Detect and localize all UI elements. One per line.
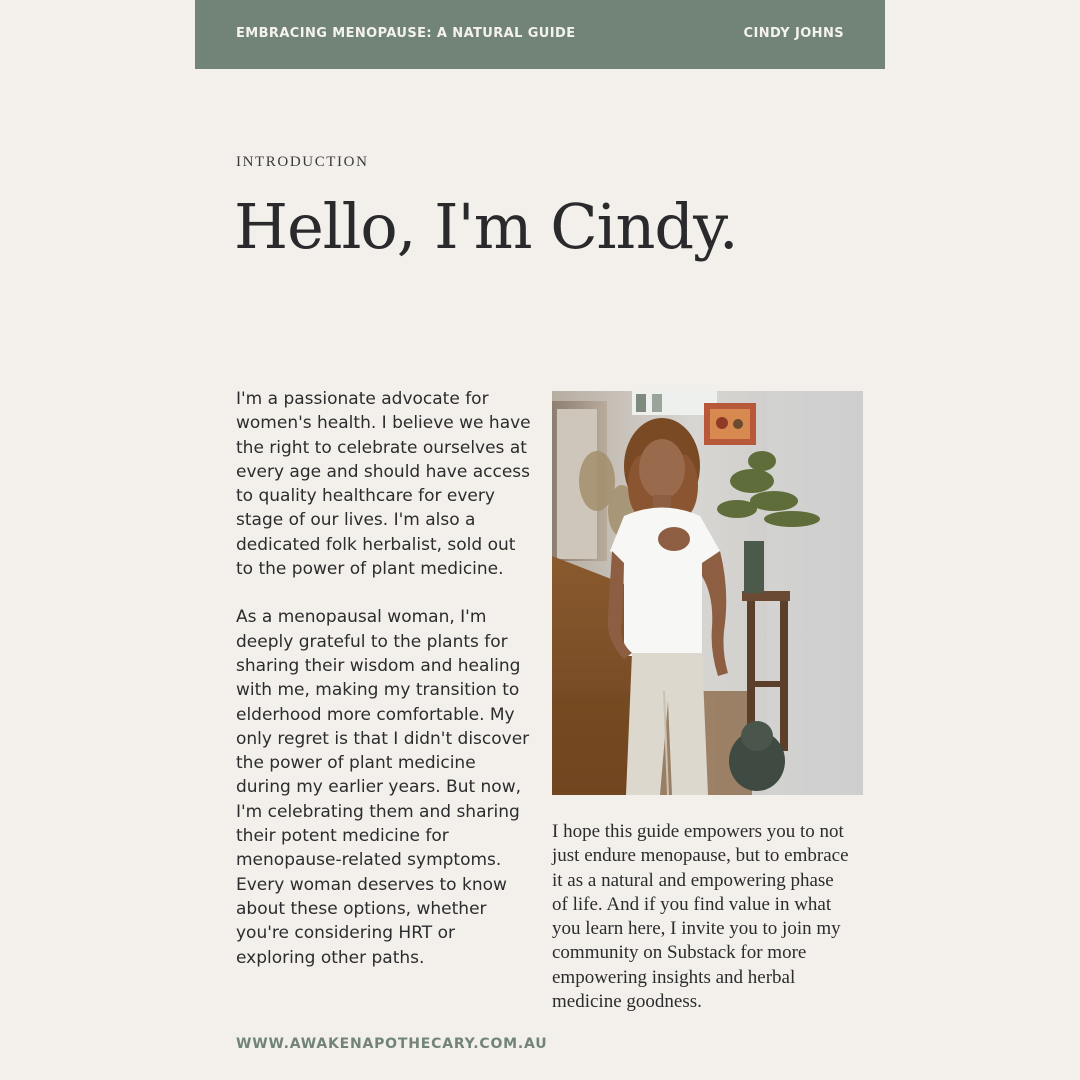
website-link[interactable]: WWW.AWAKENAPOTHECARY.COM.AU bbox=[236, 1036, 548, 1052]
guide-title: EMBRACING MENOPAUSE: A NATURAL GUIDE bbox=[236, 26, 576, 41]
intro-paragraph-1: I'm a passionate advocate for women's health. I believe we have the right to celebrate ourselves at every age and should have access to quality healthcare for every stage of our lives. I'm also a dedicated folk herbalist, sold out to the power of plant medicine. bbox=[236, 389, 531, 580]
author-name: CINDY JOHNS bbox=[743, 26, 844, 41]
portrait-illustration bbox=[552, 391, 863, 795]
page-title: Hello, I'm Cindy. bbox=[234, 190, 738, 263]
header-bar bbox=[195, 0, 885, 69]
intro-paragraph-2: As a menopausal woman, I'm deeply grateful to the plants for sharing their wisdom and healing with me, making my transition to elderhood more comfortable. My only regret is that I didn't discover the power of plant medicine during my earlier years. But now, I'm celebrating them and sharing their potent medicine for menopause-related symptoms. Every woman deserves to know about these options, whether you're considering HRT or exploring other paths. bbox=[236, 607, 530, 968]
intro-text-column bbox=[236, 387, 531, 994]
portrait-photo bbox=[552, 391, 863, 795]
section-eyebrow: INTRODUCTION bbox=[236, 154, 369, 170]
closing-paragraph: I hope this guide empowers you to not just endure menopause, but to embrace it as a natural and empowering phase of life. And if you find value in what you learn here, I invite you to join my community on Substack for more empowering insights and herbal medicine goodness. bbox=[552, 821, 849, 1013]
